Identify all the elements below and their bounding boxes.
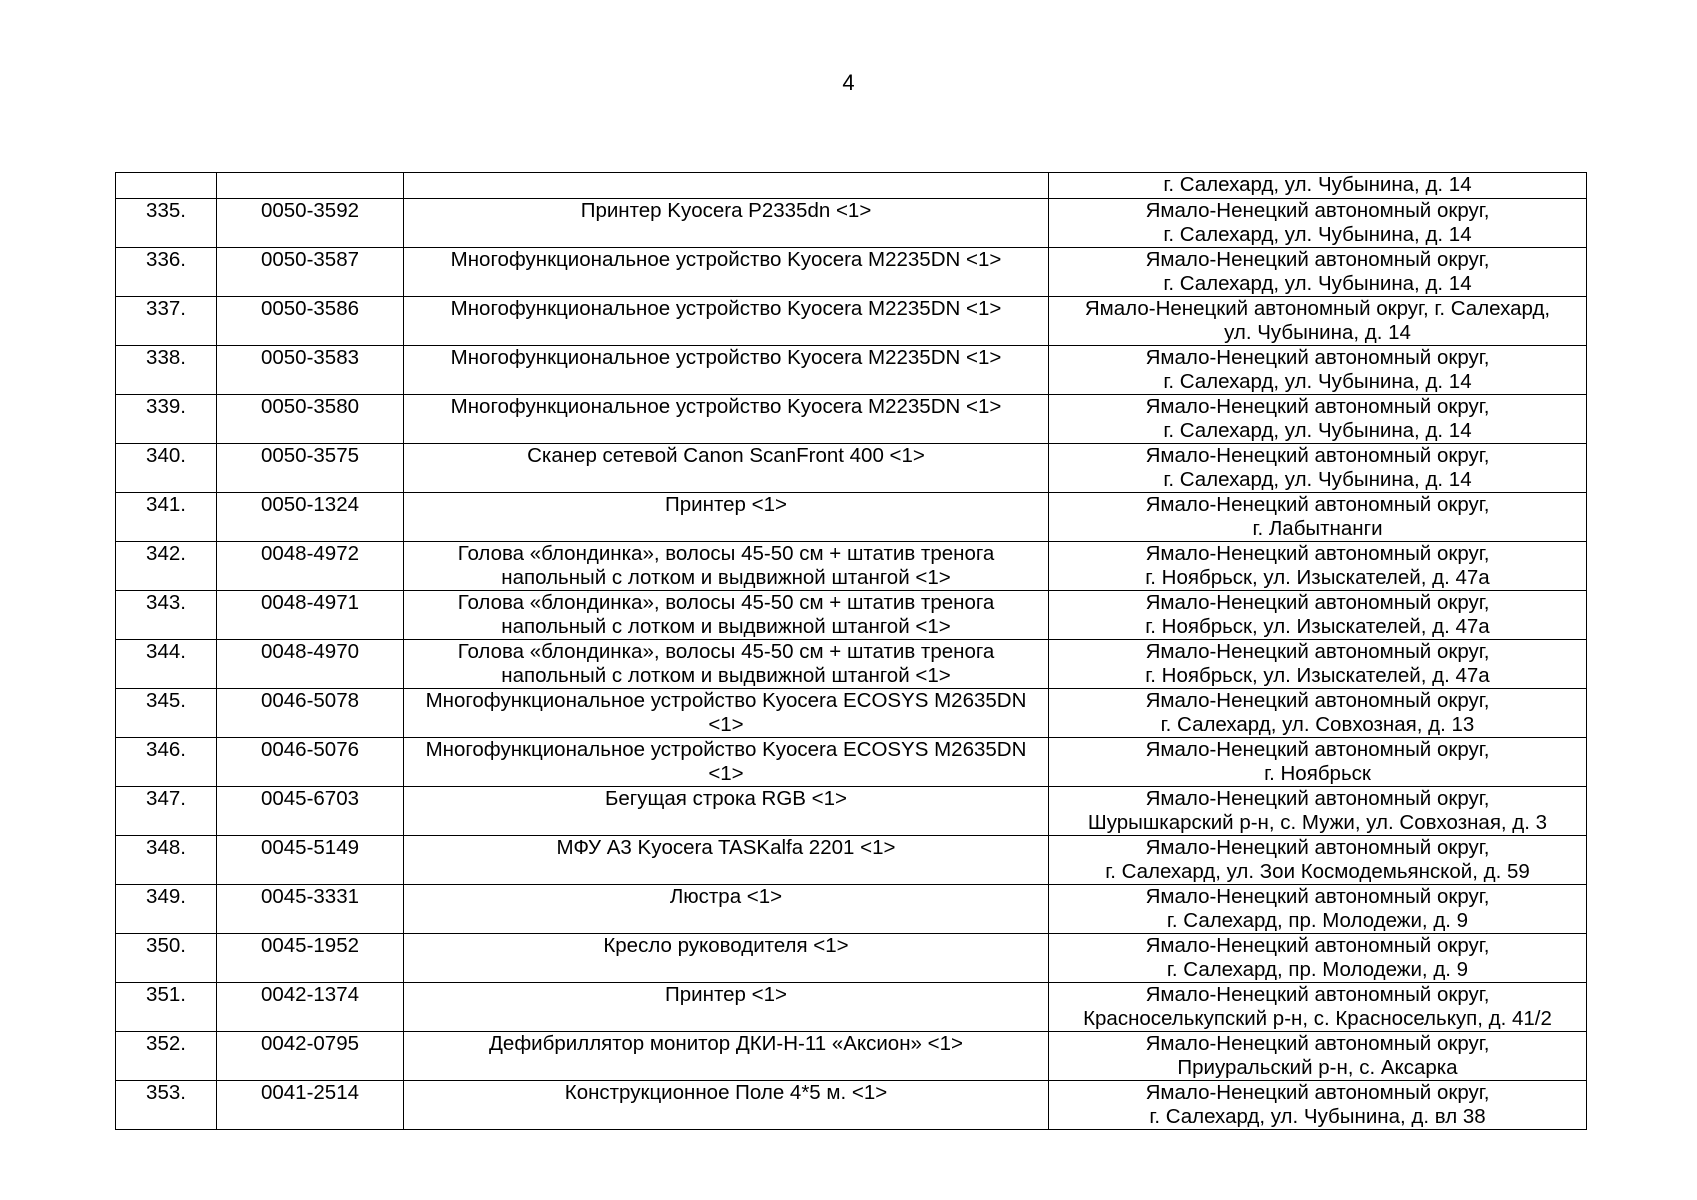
cell-number: 345.	[116, 689, 217, 738]
cell-address	[1049, 983, 1587, 1032]
table-row	[116, 836, 1587, 885]
cell-item-name: Принтер <1>	[404, 493, 1049, 542]
cell-inventory-code: 0045-5149	[217, 836, 404, 885]
address-line-locality: г. Лабытнанги	[1252, 517, 1383, 540]
address-line-locality: г. Салехард, ул. Чубынина, д. 14	[1163, 468, 1472, 491]
address-line-region: Ямало-Ненецкий автономный округ,	[1145, 689, 1490, 712]
cell-item-name: Принтер Kyocera P2335dn <1>	[404, 199, 1049, 248]
page-number: 4	[842, 70, 855, 95]
cell-item-name	[404, 173, 1049, 199]
table-row	[116, 689, 1587, 738]
cell-address	[1049, 640, 1587, 689]
address-line-region: Ямало-Ненецкий автономный округ,	[1145, 591, 1490, 614]
cell-address	[1049, 787, 1587, 836]
table-row	[116, 787, 1587, 836]
cell-number: 343.	[116, 591, 217, 640]
cell-number: 342.	[116, 542, 217, 591]
address-line-locality: Приуральский р-н, с. Аксарка	[1177, 1056, 1458, 1079]
cell-inventory-code: 0046-5076	[217, 738, 404, 787]
cell-item-name: Голова «блондинка», волосы 45-50 см + штатив тренога напольный с лотком и выдвижной штангой <1>	[404, 542, 1049, 591]
cell-number: 349.	[116, 885, 217, 934]
address-line-region: Ямало-Ненецкий автономный округ,	[1145, 346, 1490, 369]
cell-inventory-code: 0048-4971	[217, 591, 404, 640]
cell-address	[1049, 395, 1587, 444]
cell-item-name: Сканер сетевой Canon ScanFront 400 <1>	[404, 444, 1049, 493]
cell-item-name: Многофункциональное устройство Kyocera ECOSYS M2635DN <1>	[404, 689, 1049, 738]
cell-number: 348.	[116, 836, 217, 885]
table-body	[116, 173, 1587, 1130]
address-line-region: Ямало-Ненецкий автономный округ,	[1145, 493, 1490, 516]
address-line-region: Ямало-Ненецкий автономный округ,	[1145, 199, 1490, 222]
cell-item-name: Многофункциональное устройство Kyocera M2235DN <1>	[404, 346, 1049, 395]
table-row	[116, 738, 1587, 787]
table-row	[116, 885, 1587, 934]
cell-item-name: МФУ А3 Kyocera TASKalfa 2201 <1>	[404, 836, 1049, 885]
address-line-locality: Шурышкарский р-н, с. Мужи, ул. Совхозная, д. 3	[1087, 811, 1548, 834]
property-registry-table	[115, 172, 1587, 1130]
cell-address	[1049, 689, 1587, 738]
address-line-region: Ямало-Ненецкий автономный округ,	[1145, 983, 1490, 1006]
cell-inventory-code: 0048-4972	[217, 542, 404, 591]
address-line-locality: г. Салехард, ул. Чубынина, д. 14	[1163, 419, 1472, 442]
cell-inventory-code: 0050-1324	[217, 493, 404, 542]
cell-inventory-code: 0050-3583	[217, 346, 404, 395]
cell-inventory-code: 0050-3580	[217, 395, 404, 444]
cell-item-name: Принтер <1>	[404, 983, 1049, 1032]
table-row	[116, 199, 1587, 248]
cell-inventory-code: 0045-1952	[217, 934, 404, 983]
table-row	[116, 493, 1587, 542]
table-row	[116, 297, 1587, 346]
cell-address	[1049, 297, 1587, 346]
cell-inventory-code: 0048-4970	[217, 640, 404, 689]
table-row-continuation	[116, 173, 1587, 199]
cell-address	[1049, 542, 1587, 591]
address-line-locality: г. Салехард, пр. Молодежи, д. 9	[1166, 909, 1469, 932]
cell-inventory-code: 0041-2514	[217, 1081, 404, 1130]
address-line-region: Ямало-Ненецкий автономный округ,	[1145, 1081, 1490, 1104]
cell-inventory-code	[217, 173, 404, 199]
table-row	[116, 934, 1587, 983]
cell-address	[1049, 885, 1587, 934]
address-line-locality: г. Ноябрьск, ул. Изыскателей, д. 47а	[1145, 664, 1490, 687]
address-line-locality: г. Салехард, ул. Зои Космодемьянской, д. 59	[1105, 860, 1530, 883]
address-line-region: Ямало-Ненецкий автономный округ,	[1145, 444, 1490, 467]
address-line-locality: ул. Чубынина, д. 14	[1224, 321, 1411, 344]
address-line-locality: г. Ноябрьск, ул. Изыскателей, д. 47а	[1145, 615, 1490, 638]
cell-number: 347.	[116, 787, 217, 836]
cell-item-name: Многофункциональное устройство Kyocera M2235DN <1>	[404, 248, 1049, 297]
table-row	[116, 346, 1587, 395]
address-line-region: Ямало-Ненецкий автономный округ,	[1145, 640, 1490, 663]
address-line-region: Ямало-Ненецкий автономный округ,	[1145, 395, 1490, 418]
address-line-region: Ямало-Ненецкий автономный округ,	[1145, 738, 1490, 761]
cell-number: 338.	[116, 346, 217, 395]
cell-inventory-code: 0042-0795	[217, 1032, 404, 1081]
cell-item-name: Голова «блондинка», волосы 45-50 см + штатив тренога напольный с лотком и выдвижной штангой <1>	[404, 591, 1049, 640]
cell-inventory-code: 0045-6703	[217, 787, 404, 836]
cell-inventory-code: 0045-3331	[217, 885, 404, 934]
address-line-region: Ямало-Ненецкий автономный округ,	[1145, 542, 1490, 565]
address-line-region: Ямало-Ненецкий автономный округ,	[1145, 248, 1490, 271]
cell-address	[1049, 836, 1587, 885]
table-row	[116, 395, 1587, 444]
table-row	[116, 1032, 1587, 1081]
cell-item-name: Люстра <1>	[404, 885, 1049, 934]
cell-address: г. Салехард, ул. Чубынина, д. 14	[1049, 173, 1587, 199]
address-line-locality: г. Ноябрьск	[1264, 762, 1371, 785]
cell-address	[1049, 493, 1587, 542]
address-line-region: Ямало-Ненецкий автономный округ,	[1145, 787, 1490, 810]
table-row	[116, 444, 1587, 493]
cell-item-name: Кресло руководителя <1>	[404, 934, 1049, 983]
cell-inventory-code: 0042-1374	[217, 983, 404, 1032]
address-line-region: Ямало-Ненецкий автономный округ, г. Салехард,	[1084, 297, 1551, 320]
cell-number: 336.	[116, 248, 217, 297]
cell-number: 337.	[116, 297, 217, 346]
cell-address	[1049, 248, 1587, 297]
cell-inventory-code: 0050-3575	[217, 444, 404, 493]
table-row	[116, 1081, 1587, 1130]
address-line-locality: г. Салехард, ул. Совхозная, д. 13	[1160, 713, 1475, 736]
address-line-region: Ямало-Ненецкий автономный округ,	[1145, 885, 1490, 908]
cell-item-name: Бегущая строка RGB <1>	[404, 787, 1049, 836]
address-line-locality: г. Салехард, ул. Чубынина, д. 14	[1163, 223, 1472, 246]
cell-item-name: Многофункциональное устройство Kyocera ECOSYS M2635DN <1>	[404, 738, 1049, 787]
cell-number: 335.	[116, 199, 217, 248]
address-line-region: Ямало-Ненецкий автономный округ,	[1145, 836, 1490, 859]
address-line-region: Ямало-Ненецкий автономный округ,	[1145, 934, 1490, 957]
address-line-locality: г. Ноябрьск, ул. Изыскателей, д. 47а	[1145, 566, 1490, 589]
cell-number: 351.	[116, 983, 217, 1032]
cell-item-name: Голова «блондинка», волосы 45-50 см + штатив тренога напольный с лотком и выдвижной штангой <1>	[404, 640, 1049, 689]
cell-address	[1049, 199, 1587, 248]
cell-address	[1049, 1081, 1587, 1130]
cell-number: 346.	[116, 738, 217, 787]
table-row	[116, 983, 1587, 1032]
cell-address	[1049, 934, 1587, 983]
table-row	[116, 640, 1587, 689]
cell-address	[1049, 444, 1587, 493]
cell-number: 352.	[116, 1032, 217, 1081]
cell-item-name: Дефибриллятор монитор ДКИ-Н-11 «Аксион» <1>	[404, 1032, 1049, 1081]
cell-item-name: Многофункциональное устройство Kyocera M2235DN <1>	[404, 395, 1049, 444]
cell-address	[1049, 591, 1587, 640]
table-row	[116, 591, 1587, 640]
cell-inventory-code: 0050-3586	[217, 297, 404, 346]
cell-number: 339.	[116, 395, 217, 444]
cell-address	[1049, 1032, 1587, 1081]
cell-inventory-code: 0050-3592	[217, 199, 404, 248]
table-row	[116, 248, 1587, 297]
address-line-locality: Красноселькупский р-н, с. Красноселькуп, д. 41/2	[1083, 1007, 1552, 1030]
cell-number: 341.	[116, 493, 217, 542]
address-line-locality: г. Салехард, пр. Молодежи, д. 9	[1166, 958, 1469, 981]
cell-inventory-code: 0050-3587	[217, 248, 404, 297]
address-line-region: Ямало-Ненецкий автономный округ,	[1145, 1032, 1490, 1055]
cell-number: 353.	[116, 1081, 217, 1130]
cell-item-name: Многофункциональное устройство Kyocera M2235DN <1>	[404, 297, 1049, 346]
cell-address	[1049, 346, 1587, 395]
cell-number: 344.	[116, 640, 217, 689]
address-line-locality: г. Салехард, ул. Чубынина, д. 14	[1163, 370, 1472, 393]
address-line-locality: г. Салехард, ул. Чубынина, д. вл 38	[1149, 1105, 1486, 1128]
cell-number: 340.	[116, 444, 217, 493]
table-row	[116, 542, 1587, 591]
cell-address	[1049, 738, 1587, 787]
address-line-locality: г. Салехард, ул. Чубынина, д. 14	[1163, 272, 1472, 295]
cell-item-name: Конструкционное Поле 4*5 м. <1>	[404, 1081, 1049, 1130]
cell-inventory-code: 0046-5078	[217, 689, 404, 738]
cell-number	[116, 173, 217, 199]
cell-number: 350.	[116, 934, 217, 983]
